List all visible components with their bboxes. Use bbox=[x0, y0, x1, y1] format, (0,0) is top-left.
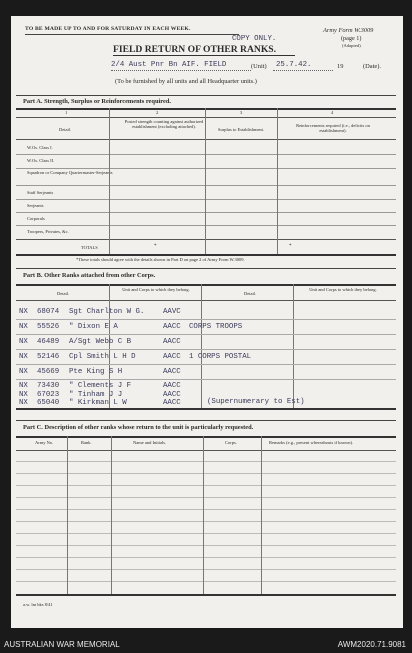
entry-corps: AACC bbox=[163, 353, 181, 361]
part-a-row-label: Staff Serjeants bbox=[27, 190, 54, 195]
part-c-header-corps: Corps. bbox=[225, 440, 237, 445]
unit-value: 2/4 Aust Pnr Bn AIF. FIELD bbox=[111, 61, 227, 69]
adapted-note: (Adapted) bbox=[342, 43, 361, 48]
form-page bbox=[11, 16, 403, 628]
entry-detail: Sgt Charlton W G. bbox=[69, 308, 145, 316]
top-note-underline bbox=[25, 34, 239, 35]
date-line bbox=[273, 70, 333, 71]
part-c-header-name: Name and Initials. bbox=[133, 440, 167, 445]
army-form-number: Army Form W.3009 bbox=[323, 27, 374, 34]
totals-mark-posted: * bbox=[154, 244, 157, 249]
part-a-col-number-3: 3 bbox=[240, 110, 243, 115]
copy-only-stamp: COPY ONLY. bbox=[232, 35, 277, 43]
entry-detail: " Kirkman L W bbox=[69, 399, 127, 407]
part-a-row-label: W.Os. Class I. bbox=[27, 145, 53, 150]
part-a-col-number-1: 1 bbox=[65, 110, 68, 115]
entry-right-detail: (Supernumerary to Est) bbox=[207, 398, 305, 406]
part-a-row-label: Troopers, Privates, &c. bbox=[27, 229, 69, 234]
part-c-header-army-no: Army No. bbox=[35, 440, 54, 445]
archive-reference: AWM2020.71.9081 bbox=[337, 640, 406, 649]
part-a-row-label: Corporals bbox=[27, 216, 45, 221]
entry-army-number: 67023 bbox=[37, 391, 60, 399]
entry-detail: A/Sgt Webb C B bbox=[69, 338, 132, 346]
part-a-col-number-2: 2 bbox=[156, 110, 159, 115]
part-b-header-detail-right: Detail. bbox=[244, 291, 257, 296]
entry-army-prefix: NX bbox=[19, 399, 28, 407]
entry-army-prefix: NX bbox=[19, 391, 28, 399]
entry-army-number: 65040 bbox=[37, 399, 60, 407]
part-a-row-label: Squadron or Company Quartermaster-Serjeants bbox=[27, 170, 113, 175]
part-c-header-remarks: Remarks (e.g., present whereabouts if known). bbox=[269, 440, 354, 445]
archive-credit: AUSTRALIAN WAR MEMORIAL bbox=[4, 640, 120, 649]
part-b-header-detail-left: Detail. bbox=[57, 291, 70, 296]
part-a-col-number-4: 4 bbox=[331, 110, 334, 115]
year-prefix: 19 bbox=[337, 63, 344, 70]
part-a-header-detail: Detail. bbox=[59, 127, 72, 132]
entry-army-prefix: NX bbox=[19, 338, 28, 346]
entry-army-number: 46489 bbox=[37, 338, 60, 346]
entry-corps: AACC bbox=[163, 338, 181, 346]
entry-corps: AACC bbox=[163, 391, 181, 399]
entry-army-prefix: NX bbox=[19, 323, 28, 331]
entry-detail: Cpl Smith L H D bbox=[69, 353, 136, 361]
date-label: (Date). bbox=[363, 63, 381, 70]
part-c-header-rank: Rank. bbox=[81, 440, 92, 445]
part-c-heading: Part C. Description of other ranks whose return to the unit is particularly requested. bbox=[23, 424, 254, 431]
entry-detail: " Clements J F bbox=[69, 382, 132, 390]
entry-corps: AAVC bbox=[163, 308, 181, 316]
unit-label: (Unit) bbox=[251, 63, 267, 70]
entry-army-number: 45669 bbox=[37, 368, 60, 376]
totals-note: *These totals should agree with the details shown in Part D on page 2 of Army Form W.3009. bbox=[76, 257, 245, 262]
unit-line bbox=[111, 70, 251, 71]
part-b-header-corps-left: Unit and Corps to which they belong. bbox=[122, 287, 190, 292]
entry-detail: Pte King S H bbox=[69, 368, 123, 376]
entry-corps: AACC bbox=[163, 323, 181, 331]
page-number: (page 1) bbox=[341, 35, 362, 42]
entry-detail: " Dixon E A bbox=[69, 323, 118, 331]
part-a-header-surplus: Surplus to Establishment. bbox=[217, 127, 265, 132]
entry-corps: AACC bbox=[163, 368, 181, 376]
part-a-top-rule bbox=[16, 108, 396, 110]
entry-detail: " Tinham J J bbox=[69, 391, 123, 399]
part-a-row-label: W.Os. Class II. bbox=[27, 158, 55, 163]
part-b-header-corps-right: Unit and Corps to which they belong. bbox=[309, 287, 377, 292]
top-note: TO BE MADE UP TO AND FOR SATURDAY IN EACH WEEK. bbox=[25, 26, 191, 32]
totals-label: TOTALS bbox=[81, 245, 98, 250]
entry-corps: AACC bbox=[163, 399, 181, 407]
entry-army-number: 68074 bbox=[37, 308, 60, 316]
entry-army-prefix: NX bbox=[19, 353, 28, 361]
entry-army-prefix: NX bbox=[19, 308, 28, 316]
date-value: 25.7.42. bbox=[276, 61, 312, 69]
entry-army-number: 55526 bbox=[37, 323, 60, 331]
entry-army-prefix: NX bbox=[19, 382, 28, 390]
entry-army-number: 73430 bbox=[37, 382, 60, 390]
title-underline bbox=[113, 55, 295, 56]
furnished-note: (To be furnished by all units and all Headquarter units.) bbox=[115, 78, 257, 85]
part-a-heading: Part A. Strength, Surplus or Reinforcements required. bbox=[23, 98, 171, 105]
part-a-header-posted: Posted strength counting against authorized establishment (excluding attached). bbox=[124, 119, 204, 129]
part-b-heading: Part B. Other Ranks attached from other Corps. bbox=[23, 272, 156, 279]
entry-army-prefix: NX bbox=[19, 368, 28, 376]
totals-mark-reinforcements: * bbox=[289, 244, 292, 249]
part-a-header-reinforcements: Reinforcements required (i.e., deficits on establishment). bbox=[296, 123, 370, 133]
form-title: FIELD RETURN OF OTHER RANKS. bbox=[113, 44, 277, 55]
entry-right-detail: CORPS TROOPS bbox=[189, 323, 243, 331]
print-code: a.w. lm bks 8/41 bbox=[23, 602, 53, 607]
entry-army-number: 52146 bbox=[37, 353, 60, 361]
part-a-row-label: Serjeants bbox=[27, 203, 44, 208]
entry-corps: AACC bbox=[163, 382, 181, 390]
entry-right-detail: 1 CORPS POSTAL bbox=[189, 353, 252, 361]
